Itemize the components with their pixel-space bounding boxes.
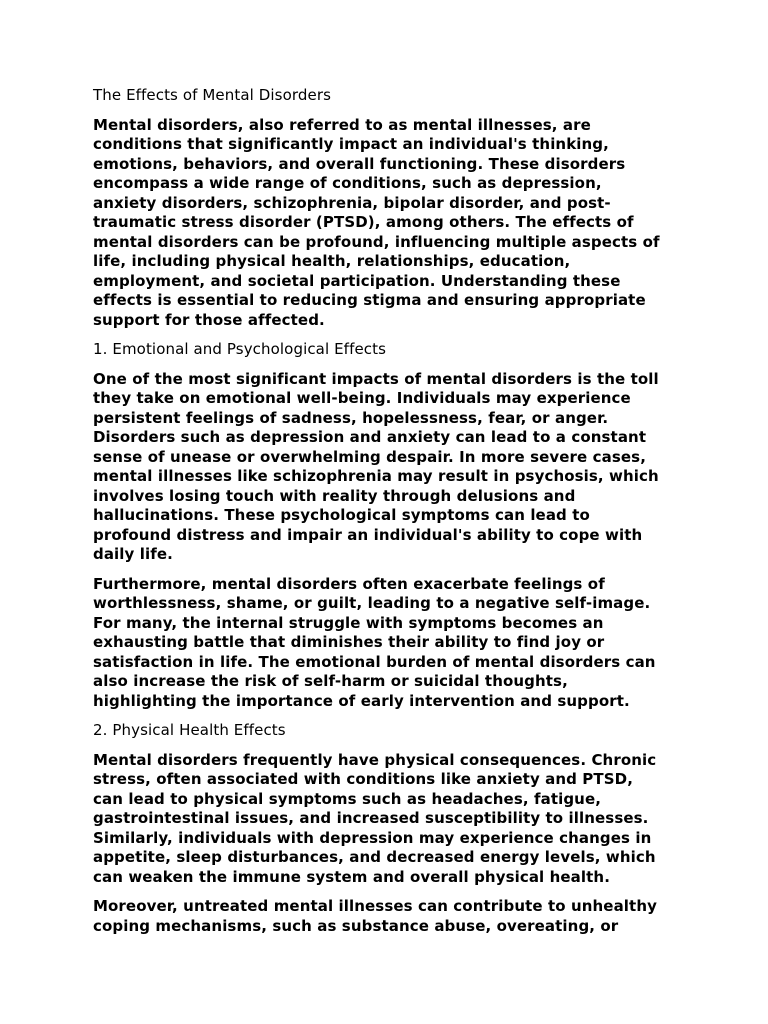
text-line: coping mechanisms, such as substance abuse, overeating, or <box>93 916 619 935</box>
text-line: life, including physical health, relationships, education, <box>93 252 571 270</box>
text-line: Mental disorders, also referred to as mental illnesses, are <box>93 115 591 134</box>
text-line: gastrointestinal issues, and increased susceptibility to illnesses. <box>93 809 649 827</box>
emotional-paragraph-1 <box>93 370 683 565</box>
text-line: mental disorders can be profound, influencing multiple aspects of <box>93 232 660 251</box>
text-line: support for those affected. <box>93 310 325 329</box>
text-line: One of the most significant impacts of mental disorders is the toll <box>93 369 659 388</box>
text-line: persistent feelings of sadness, hopelessness, fear, or anger. <box>93 408 609 427</box>
text-line: conditions that significantly impact an individual's thinking, <box>93 135 609 153</box>
text-line: encompass a wide range of conditions, such as depression, <box>93 174 602 192</box>
text-line: they take on emotional well-being. Individuals may experience <box>93 389 631 407</box>
text-line: stress, often associated with conditions like anxiety and PTSD, <box>93 770 633 788</box>
text-line: daily life. <box>93 545 173 563</box>
text-line: Similarly, individuals with depression may experience changes in <box>93 828 652 847</box>
physical-paragraph-1 <box>93 751 683 888</box>
text-line: effects is essential to reducing stigma and ensuring appropriate <box>93 291 646 309</box>
emotional-paragraph-2 <box>93 575 683 712</box>
document-title: The Effects of Mental Disorders <box>93 86 332 104</box>
text-line: highlighting the importance of early intervention and support. <box>93 691 630 710</box>
text-line: mental illnesses like schizophrenia may result in psychosis, which <box>93 467 659 485</box>
text-line: Mental disorders frequently have physical consequences. Chronic <box>93 750 657 769</box>
text-line: sense of unease or overwhelming despair. In more severe cases, <box>93 447 646 466</box>
text-line: Disorders such as depression and anxiety can lead to a constant <box>93 428 647 446</box>
text-line: Furthermore, mental disorders often exacerbate feelings of <box>93 574 605 593</box>
text-line: can weaken the immune system and overall physical health. <box>93 867 610 886</box>
text-line: emotions, behaviors, and overall functioning. These disorders <box>93 154 626 173</box>
text-line: hallucinations. These psychological symptoms can lead to <box>93 506 590 524</box>
text-line: also increase the risk of self-harm or suicidal thoughts, <box>93 672 568 690</box>
physical-paragraph-2 <box>93 897 683 936</box>
section-heading-physical: 2. Physical Health Effects <box>93 721 286 739</box>
text-line: appetite, sleep disturbances, and decreased energy levels, which <box>93 848 656 866</box>
text-line: can lead to physical symptoms such as headaches, fatigue, <box>93 789 602 808</box>
text-line: worthlessness, shame, or guilt, leading to a negative self-image. <box>93 594 651 612</box>
section-heading-emotional: 1. Emotional and Psychological Effects <box>93 340 387 358</box>
text-line: employment, and societal participation. Understanding these <box>93 271 621 290</box>
text-line: profound distress and impair an individual's ability to cope with <box>93 525 643 544</box>
document-body <box>93 86 683 946</box>
intro-paragraph <box>93 116 683 331</box>
text-line: For many, the internal struggle with symptoms becomes an <box>93 613 604 632</box>
text-line: involves losing touch with reality through delusions and <box>93 486 576 505</box>
text-line: anxiety disorders, schizophrenia, bipolar disorder, and post- <box>93 193 611 212</box>
text-line: Moreover, untreated mental illnesses can contribute to unhealthy <box>93 897 657 915</box>
text-line: traumatic stress disorder (PTSD), among others. The effects of <box>93 213 634 231</box>
text-line: satisfaction in life. The emotional burden of mental disorders can <box>93 652 656 671</box>
text-line: exhausting battle that diminishes their ability to find joy or <box>93 633 605 651</box>
